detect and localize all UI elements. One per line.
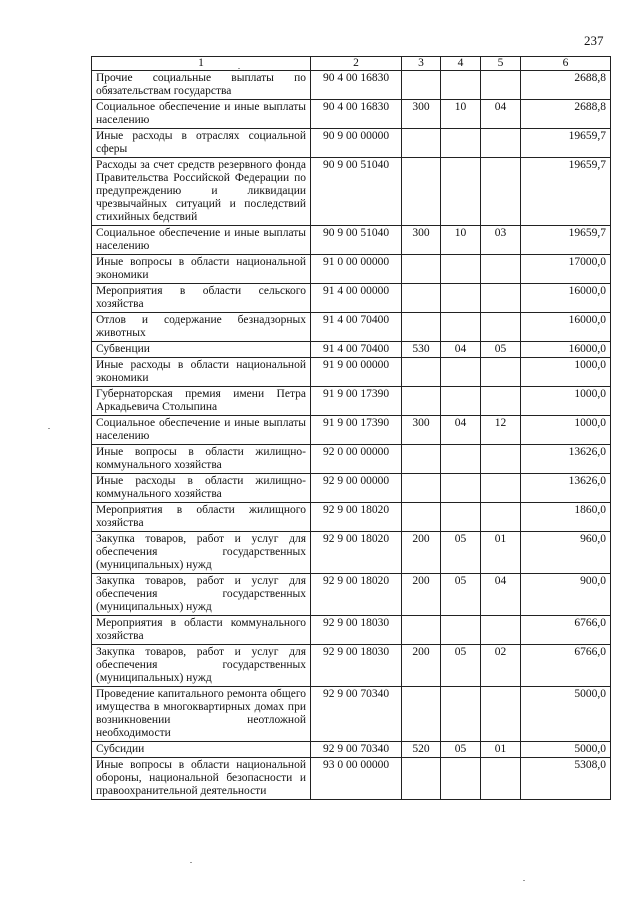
row-col5: 04 — [481, 100, 521, 129]
table-row — [92, 742, 611, 758]
row-code: 90 4 00 16830 — [311, 71, 402, 100]
row-col3 — [402, 158, 441, 226]
row-amount: 2688,8 — [521, 100, 611, 129]
page-number: 237 — [584, 33, 604, 48]
row-col4: 04 — [441, 342, 481, 358]
row-name: Мероприятия в области жилищного хозяйства — [92, 503, 311, 532]
row-code: 91 4 00 00000 — [311, 284, 402, 313]
row-name: Субвенции — [92, 342, 311, 358]
row-col3 — [402, 687, 441, 742]
row-col3: 200 — [402, 645, 441, 687]
table-row — [92, 387, 611, 416]
row-code: 91 0 00 00000 — [311, 255, 402, 284]
row-col3 — [402, 358, 441, 387]
table-row — [92, 532, 611, 574]
row-col4 — [441, 284, 481, 313]
row-name: Субсидии — [92, 742, 311, 758]
row-code: 90 4 00 16830 — [311, 100, 402, 129]
column-header-1: 1 — [92, 57, 311, 71]
row-col5 — [481, 474, 521, 503]
table-row — [92, 313, 611, 342]
row-name: Проведение капитального ремонта общего имущества в многоквартирных домах при возникновении неотложной необходимости — [92, 687, 311, 742]
row-code: 92 9 00 18030 — [311, 645, 402, 687]
row-code: 93 0 00 00000 — [311, 758, 402, 800]
row-code: 91 9 00 17390 — [311, 416, 402, 445]
row-amount: 5000,0 — [521, 742, 611, 758]
row-col5: 12 — [481, 416, 521, 445]
row-code: 91 4 00 70400 — [311, 313, 402, 342]
table-row — [92, 100, 611, 129]
table-row — [92, 129, 611, 158]
row-name: Закупка товаров, работ и услуг для обеспечения государственных (муниципальных) нужд — [92, 532, 311, 574]
row-code: 92 9 00 00000 — [311, 474, 402, 503]
table-row — [92, 758, 611, 800]
row-col5: 02 — [481, 645, 521, 687]
row-col4: 05 — [441, 532, 481, 574]
row-col5 — [481, 758, 521, 800]
row-amount: 19659,7 — [521, 129, 611, 158]
table-row — [92, 474, 611, 503]
row-col3: 300 — [402, 416, 441, 445]
row-col4 — [441, 687, 481, 742]
row-col4 — [441, 387, 481, 416]
table-row — [92, 226, 611, 255]
row-amount: 1000,0 — [521, 358, 611, 387]
row-col5 — [481, 313, 521, 342]
row-col4 — [441, 758, 481, 800]
table-row — [92, 687, 611, 742]
table-row — [92, 645, 611, 687]
row-col3 — [402, 503, 441, 532]
row-col5: 03 — [481, 226, 521, 255]
column-header-4: 4 — [441, 57, 481, 71]
row-col3: 300 — [402, 226, 441, 255]
row-col3 — [402, 71, 441, 100]
row-name: Расходы за счет средств резервного фонда Правительства Российской Федерации по предупреждению и ликвидации чрезвычайных ситуаций и последствий стихийных бедствий — [92, 158, 311, 226]
row-name: Закупка товаров, работ и услуг для обеспечения государственных (муниципальных) нужд — [92, 645, 311, 687]
row-name: Социальное обеспечение и иные выплаты населению — [92, 416, 311, 445]
row-code: 90 9 00 51040 — [311, 226, 402, 255]
row-amount: 13626,0 — [521, 474, 611, 503]
row-col4 — [441, 358, 481, 387]
row-code: 92 9 00 18020 — [311, 532, 402, 574]
header-row — [92, 57, 611, 71]
row-col3 — [402, 616, 441, 645]
table-row — [92, 503, 611, 532]
row-code: 92 9 00 18020 — [311, 574, 402, 616]
row-code: 91 9 00 17390 — [311, 387, 402, 416]
row-code: 92 9 00 70340 — [311, 687, 402, 742]
row-col5 — [481, 255, 521, 284]
row-col3: 300 — [402, 100, 441, 129]
table-row — [92, 574, 611, 616]
row-col5 — [481, 503, 521, 532]
table-row — [92, 342, 611, 358]
row-amount: 6766,0 — [521, 616, 611, 645]
row-col3 — [402, 313, 441, 342]
scan-speck — [523, 880, 525, 881]
row-amount: 17000,0 — [521, 255, 611, 284]
row-code: 92 9 00 18020 — [311, 503, 402, 532]
row-amount: 900,0 — [521, 574, 611, 616]
row-col4 — [441, 158, 481, 226]
row-code: 92 9 00 70340 — [311, 742, 402, 758]
row-col5 — [481, 284, 521, 313]
row-amount: 19659,7 — [521, 226, 611, 255]
row-col4 — [441, 445, 481, 474]
row-col4 — [441, 71, 481, 100]
row-name: Губернаторская премия имени Петра Аркадьевича Столыпина — [92, 387, 311, 416]
row-col4: 05 — [441, 645, 481, 687]
row-col4 — [441, 313, 481, 342]
budget-table — [91, 56, 611, 800]
row-code: 92 0 00 00000 — [311, 445, 402, 474]
row-col5 — [481, 71, 521, 100]
row-name: Иные расходы в отраслях социальной сферы — [92, 129, 311, 158]
table-row — [92, 71, 611, 100]
column-header-3: 3 — [402, 57, 441, 71]
row-name: Иные вопросы в области национальной обороны, национальной безопасности и правоохранительной деятельности — [92, 758, 311, 800]
row-col3 — [402, 284, 441, 313]
table-body — [92, 71, 611, 800]
column-header-2: 2 — [311, 57, 402, 71]
row-col4 — [441, 129, 481, 158]
row-amount: 16000,0 — [521, 342, 611, 358]
row-name: Закупка товаров, работ и услуг для обеспечения государственных (муниципальных) нужд — [92, 574, 311, 616]
row-amount: 13626,0 — [521, 445, 611, 474]
row-col3: 530 — [402, 342, 441, 358]
row-amount: 6766,0 — [521, 645, 611, 687]
table-row — [92, 445, 611, 474]
row-col5 — [481, 445, 521, 474]
row-name: Социальное обеспечение и иные выплаты населению — [92, 100, 311, 129]
table-row — [92, 284, 611, 313]
row-name: Иные вопросы в области национальной экономики — [92, 255, 311, 284]
row-col5 — [481, 387, 521, 416]
scan-speck — [48, 428, 50, 429]
row-col4 — [441, 255, 481, 284]
row-amount: 16000,0 — [521, 284, 611, 313]
row-col4: 05 — [441, 742, 481, 758]
column-header-5: 5 — [481, 57, 521, 71]
row-code: 91 9 00 00000 — [311, 358, 402, 387]
row-amount: 1000,0 — [521, 416, 611, 445]
row-col3: 520 — [402, 742, 441, 758]
row-col3 — [402, 474, 441, 503]
row-col5 — [481, 687, 521, 742]
row-col5: 01 — [481, 742, 521, 758]
row-amount: 2688,8 — [521, 71, 611, 100]
row-col5 — [481, 158, 521, 226]
row-amount: 5000,0 — [521, 687, 611, 742]
table-row — [92, 416, 611, 445]
row-code: 90 9 00 00000 — [311, 129, 402, 158]
row-name: Мероприятия в области сельского хозяйства — [92, 284, 311, 313]
scan-speck — [190, 862, 192, 863]
row-col3 — [402, 255, 441, 284]
row-col5 — [481, 616, 521, 645]
row-amount: 5308,0 — [521, 758, 611, 800]
row-name: Социальное обеспечение и иные выплаты населению — [92, 226, 311, 255]
row-col4 — [441, 616, 481, 645]
row-col4 — [441, 503, 481, 532]
row-col5 — [481, 129, 521, 158]
row-name: Прочие социальные выплаты по обязательствам государства — [92, 71, 311, 100]
row-col3 — [402, 387, 441, 416]
row-amount: 19659,7 — [521, 158, 611, 226]
table-row — [92, 255, 611, 284]
row-col3 — [402, 445, 441, 474]
row-col3 — [402, 129, 441, 158]
row-amount: 1860,0 — [521, 503, 611, 532]
row-col5 — [481, 358, 521, 387]
row-code: 92 9 00 18030 — [311, 616, 402, 645]
row-col3 — [402, 758, 441, 800]
row-code: 91 4 00 70400 — [311, 342, 402, 358]
row-name: Отлов и содержание безнадзорных животных — [92, 313, 311, 342]
table-row — [92, 358, 611, 387]
row-col4: 10 — [441, 100, 481, 129]
table-row — [92, 158, 611, 226]
row-col3: 200 — [402, 532, 441, 574]
row-name: Иные расходы в области жилищно-коммунального хозяйства — [92, 474, 311, 503]
row-col5: 01 — [481, 532, 521, 574]
row-name: Иные расходы в области национальной экономики — [92, 358, 311, 387]
row-name: Иные вопросы в области жилищно-коммунального хозяйства — [92, 445, 311, 474]
row-name: Мероприятия в области коммунального хозяйства — [92, 616, 311, 645]
row-col5: 04 — [481, 574, 521, 616]
row-amount: 1000,0 — [521, 387, 611, 416]
row-col5: 05 — [481, 342, 521, 358]
column-header-6: 6 — [521, 57, 611, 71]
row-col4: 10 — [441, 226, 481, 255]
row-col4 — [441, 474, 481, 503]
table-row — [92, 616, 611, 645]
row-code: 90 9 00 51040 — [311, 158, 402, 226]
row-col4: 05 — [441, 574, 481, 616]
row-col4: 04 — [441, 416, 481, 445]
row-col3: 200 — [402, 574, 441, 616]
row-amount: 960,0 — [521, 532, 611, 574]
row-amount: 16000,0 — [521, 313, 611, 342]
